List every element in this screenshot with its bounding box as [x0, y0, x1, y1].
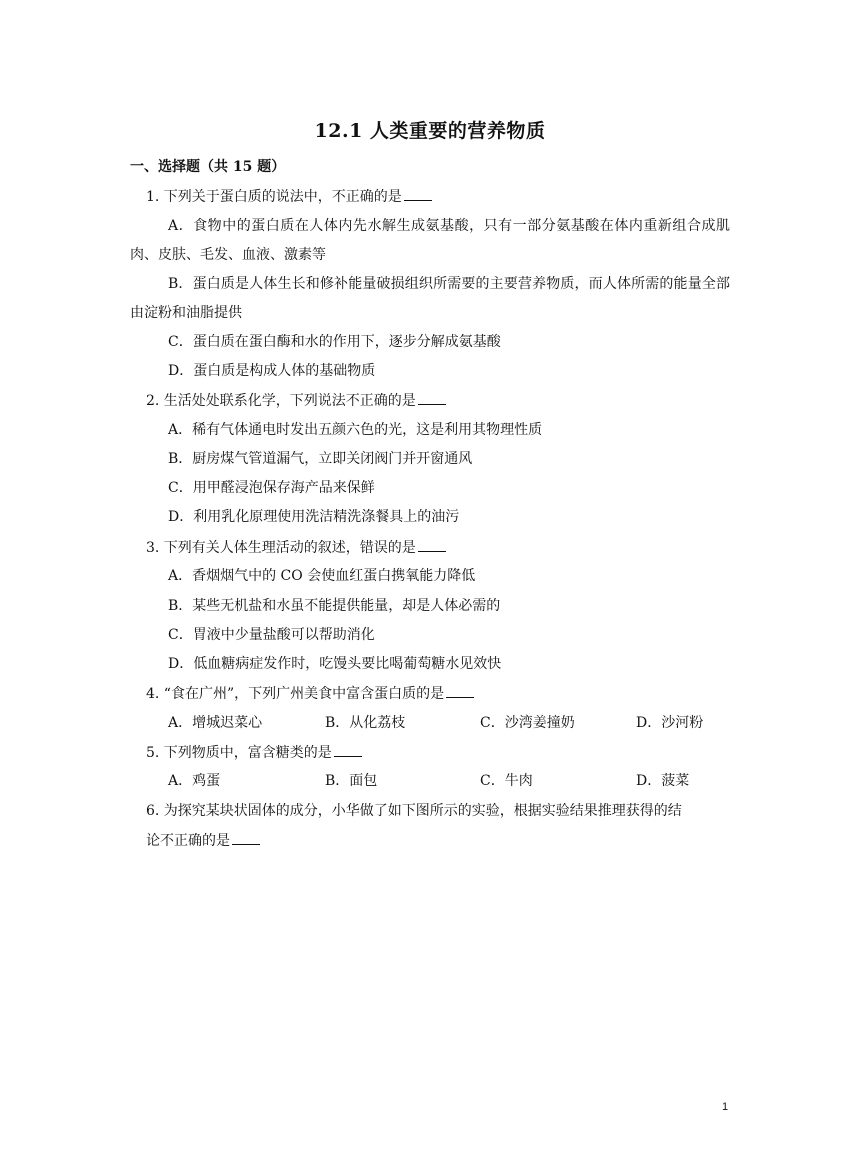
question-5-option-b: B．面包 — [325, 773, 378, 789]
question-1-option-b: B．蛋白质是人体生长和修补能量破损组织所需要的主要营养物质，而人体所需的能量全部由淀粉和油脂提供 — [130, 276, 730, 321]
question-3-option-a: A．香烟烟气中的 CO 会使血红蛋白携氧能力降低 — [168, 568, 476, 584]
question-5-stem: 5. 下列物质中，富含糖类的是 — [146, 745, 332, 761]
question-2 — [146, 390, 446, 411]
question-2-option-c: C．用甲醛浸泡保存海产品来保鲜 — [168, 480, 375, 496]
document-title: 12.1 人类重要的营养物质 — [314, 120, 546, 142]
question-4-option-a: A．增城迟菜心 — [168, 715, 263, 731]
question-4-option-c: C．沙湾姜撞奶 — [480, 715, 575, 731]
question-2-stem: 2. 生活处处联系化学，下列说法不正确的是 — [146, 393, 416, 409]
question-2-option-d: D．利用乳化原理使用洗洁精洗涤餐具上的油污 — [168, 509, 460, 525]
answer-blank — [334, 742, 362, 757]
question-1-option-d: D．蛋白质是构成人体的基础物质 — [168, 363, 376, 379]
answer-blank — [418, 390, 446, 405]
question-5-option-d: D．菠菜 — [636, 773, 690, 789]
answer-blank — [446, 683, 474, 698]
answer-blank — [232, 830, 260, 845]
question-5-option-a: A．鸡蛋 — [168, 773, 221, 789]
question-1 — [146, 186, 432, 207]
question-3-option-c: C．胃液中少量盐酸可以帮助消化 — [168, 627, 375, 643]
question-4 — [146, 683, 474, 704]
question-5 — [146, 742, 362, 763]
question-6-line-2 — [146, 830, 260, 851]
question-5-option-c: C．牛肉 — [480, 773, 533, 789]
answer-blank — [404, 186, 432, 201]
question-2-option-a: A．稀有气体通电时发出五颜六色的光，这是利用其物理性质 — [168, 422, 543, 438]
question-1-option-c: C．蛋白质在蛋白酶和水的作用下，逐步分解成氨基酸 — [168, 334, 501, 350]
question-3 — [146, 537, 446, 558]
question-2-option-b: B．厨房煤气管道漏气，立即关闭阀门并开窗通风 — [168, 451, 473, 467]
question-4-option-b: B．从化荔枝 — [325, 715, 406, 731]
question-3-stem: 3. 下列有关人体生理活动的叙述，错误的是 — [146, 540, 416, 556]
question-3-option-b: B．某些无机盐和水虽不能提供能量，却是人体必需的 — [168, 598, 501, 614]
question-3-option-d: D．低血糖病症发作时，吃馒头要比喝葡萄糖水见效快 — [168, 656, 502, 672]
answer-blank — [418, 537, 446, 552]
question-6-line-1: 6. 为探究某块状固体的成分，小华做了如下图所示的实验，根据实验结果推理获得的结 — [146, 803, 682, 819]
question-4-option-d: D．沙河粉 — [636, 715, 704, 731]
section-heading: 一、选择题（共 15 题） — [130, 159, 286, 175]
question-4-stem: 4. “食在广州”，下列广州美食中富含蛋白质的是 — [146, 686, 445, 702]
page-number: 1 — [722, 1101, 729, 1113]
question-1-option-a: A．食物中的蛋白质在人体内先水解生成氨基酸，只有一部分氨基酸在体内重新组合成肌肉、皮肤、毛发、血液、激素等 — [130, 218, 730, 263]
question-1-stem: 1. 下列关于蛋白质的说法中，不正确的是 — [146, 189, 402, 205]
question-6-stem-end: 论不正确的是 — [146, 833, 230, 849]
